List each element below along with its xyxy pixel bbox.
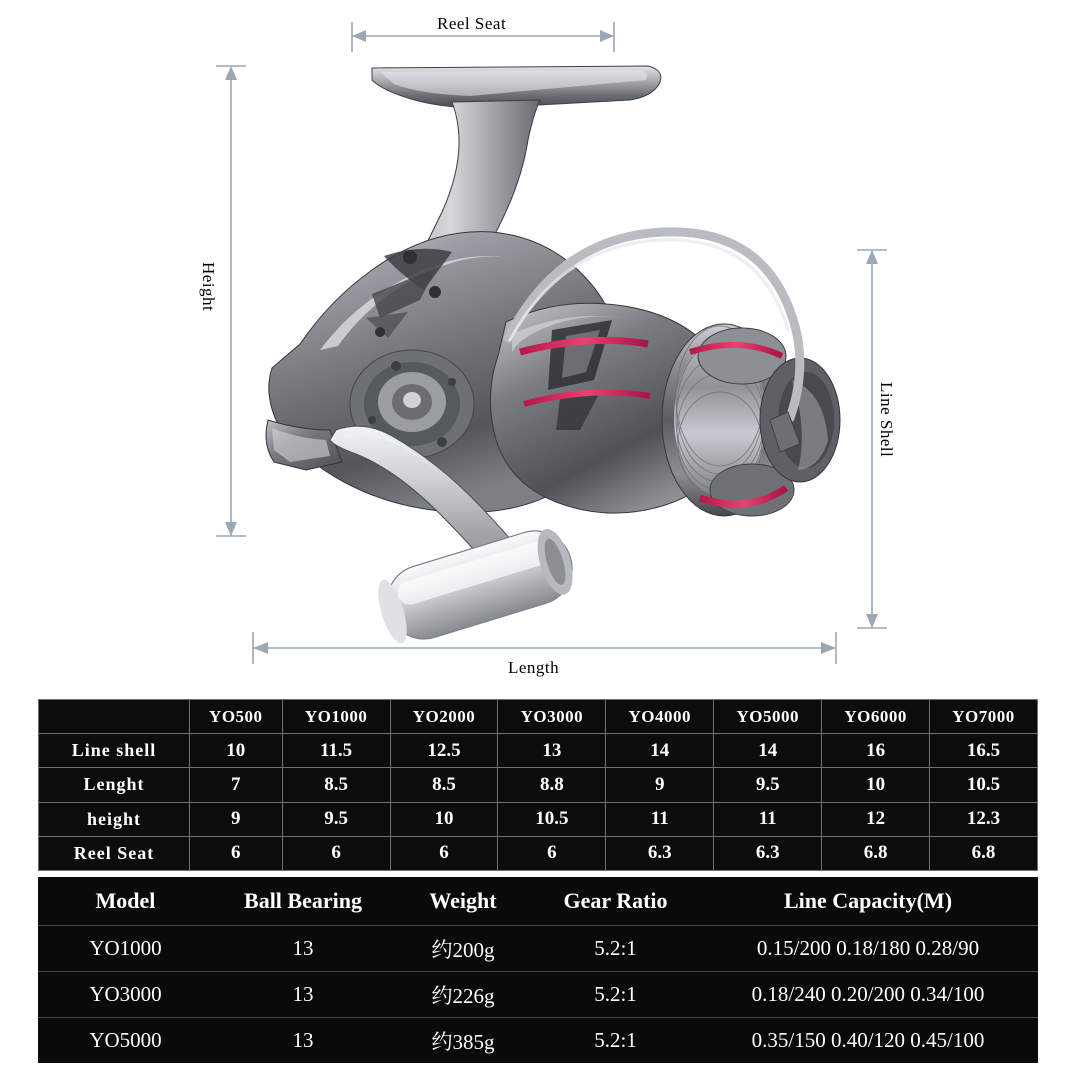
table-cell: 10 — [822, 768, 930, 802]
table-cell: 6 — [390, 836, 498, 870]
table-row — [39, 802, 1038, 836]
table-row — [39, 734, 1038, 768]
table-header-row — [39, 700, 1038, 734]
row-header: Lenght — [39, 768, 190, 802]
cell-ball-bearing: 13 — [213, 926, 393, 972]
table-cell: 6 — [282, 836, 390, 870]
table-cell: 11 — [714, 802, 822, 836]
table-cell: 12.5 — [390, 734, 498, 768]
table-row — [38, 1018, 1038, 1064]
cell-gear-ratio: 5.2:1 — [533, 1018, 698, 1064]
specs-table — [38, 877, 1038, 1064]
table-cell: 16 — [822, 734, 930, 768]
cell-ball-bearing: 13 — [213, 1018, 393, 1064]
cell-gear-ratio: 5.2:1 — [533, 972, 698, 1018]
table-cell: 6.8 — [822, 836, 930, 870]
table-cell: 8.5 — [390, 768, 498, 802]
table-row — [39, 768, 1038, 802]
column-header: YO500 — [190, 700, 283, 734]
table-header-row — [38, 877, 1038, 926]
cell-ball-bearing: 13 — [213, 972, 393, 1018]
table-cell: 7 — [190, 768, 283, 802]
table-cell: 6 — [498, 836, 606, 870]
table-cell: 9.5 — [282, 802, 390, 836]
cell-model: YO5000 — [38, 1018, 213, 1064]
column-header: YO5000 — [714, 700, 822, 734]
table-cell: 9 — [606, 768, 714, 802]
column-header-ball-bearing: Ball Bearing — [244, 888, 362, 913]
cell-model: YO1000 — [38, 926, 213, 972]
table-cell: 13 — [498, 734, 606, 768]
table-cell: 9 — [190, 802, 283, 836]
specs-table-container — [38, 877, 1038, 1063]
column-header-model: Model — [95, 888, 156, 913]
table-cell: 8.8 — [498, 768, 606, 802]
cell-line-capacity: 0.15/200 0.18/180 0.28/90 — [698, 926, 1038, 972]
dimension-label-height: Height — [199, 262, 218, 312]
row-header: Reel Seat — [39, 836, 190, 870]
column-header: YO4000 — [606, 700, 714, 734]
corner-cell — [39, 700, 190, 734]
dimension-label-line-shell: Line Shell — [877, 382, 896, 458]
table-cell: 11.5 — [282, 734, 390, 768]
table-row — [38, 926, 1038, 972]
sizes-table — [38, 699, 1038, 871]
table-cell: 11 — [606, 802, 714, 836]
table-row — [39, 836, 1038, 870]
table-cell: 12 — [822, 802, 930, 836]
cell-weight: 约226g — [393, 972, 533, 1018]
table-cell: 16.5 — [930, 734, 1038, 768]
column-header: YO6000 — [822, 700, 930, 734]
table-cell: 6.3 — [606, 836, 714, 870]
cell-gear-ratio: 5.2:1 — [533, 926, 698, 972]
table-cell: 14 — [714, 734, 822, 768]
column-header: YO2000 — [390, 700, 498, 734]
table-cell: 12.3 — [930, 802, 1038, 836]
table-cell: 6 — [190, 836, 283, 870]
table-cell: 10 — [190, 734, 283, 768]
table-row — [38, 972, 1038, 1018]
cell-line-capacity: 0.35/150 0.40/120 0.45/100 — [698, 1018, 1038, 1064]
column-header: YO3000 — [498, 700, 606, 734]
dimension-label-reel-seat: Reel Seat — [437, 14, 507, 33]
cell-weight: 约200g — [393, 926, 533, 972]
cell-weight: 约385g — [393, 1018, 533, 1064]
table-cell: 8.5 — [282, 768, 390, 802]
table-cell: 9.5 — [714, 768, 822, 802]
column-header: YO7000 — [930, 700, 1038, 734]
specification-tables — [0, 685, 1075, 1075]
row-header: height — [39, 802, 190, 836]
table-cell: 10.5 — [498, 802, 606, 836]
column-header: YO1000 — [282, 700, 390, 734]
sizes-table-container — [38, 699, 1038, 871]
column-header-gear-ratio: Gear Ratio — [563, 888, 668, 913]
cell-line-capacity: 0.18/240 0.20/200 0.34/100 — [698, 972, 1038, 1018]
column-header-weight: Weight — [429, 888, 497, 913]
table-cell: 6.3 — [714, 836, 822, 870]
cell-model: YO3000 — [38, 972, 213, 1018]
table-cell: 14 — [606, 734, 714, 768]
row-header: Line shell — [39, 734, 190, 768]
dimension-label-length: Length — [508, 658, 560, 677]
table-cell: 10.5 — [930, 768, 1038, 802]
column-header-line-capacity: Line Capacity(M) — [783, 888, 953, 913]
table-cell: 6.8 — [930, 836, 1038, 870]
table-cell: 10 — [390, 802, 498, 836]
